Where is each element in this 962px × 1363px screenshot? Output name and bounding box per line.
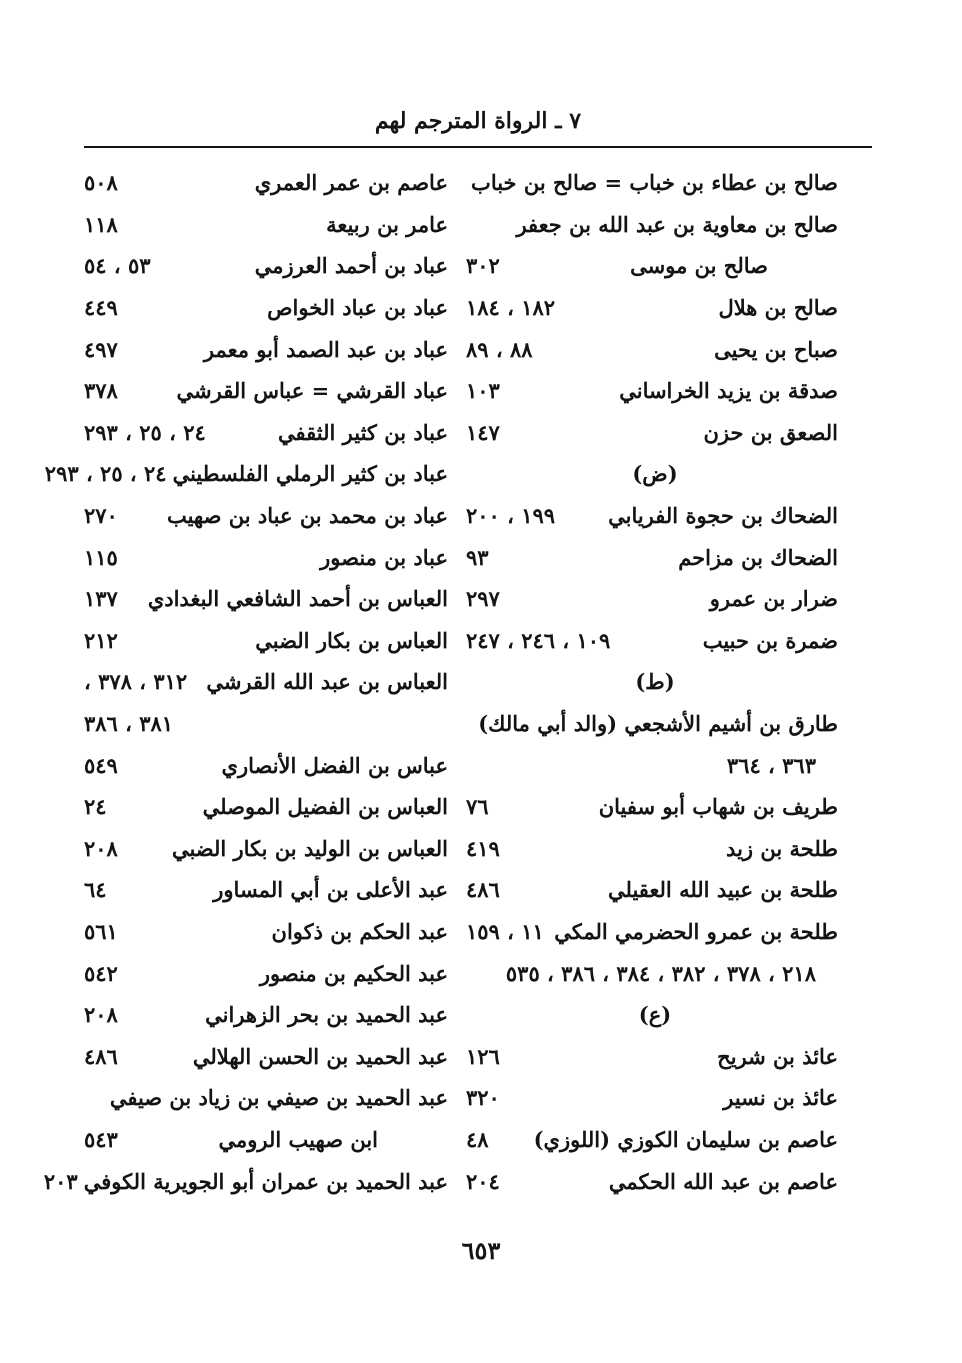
entry-name: طارق بن أشيم الأشجعي (والد أبي مالك) [478,711,838,737]
index-entry [84,287,448,329]
entry-name: صالح بن موسى [630,253,768,279]
entry-pages: ٢٠٤ [466,1168,500,1194]
index-entry [43,1160,448,1202]
index-entry [84,994,448,1036]
index-column-right [466,162,838,1202]
entry-pages: ٥٤٣ [84,1126,118,1152]
entry-pages: ٣٨١ ، ٣٨٦ [84,711,174,737]
index-entry [466,744,838,786]
entry-name: عبد الحكم بن ذكوان [271,918,448,944]
entry-pages: ١٣٧ [84,586,118,612]
entry-name: عباد بن عبد الصمد أبو معمر [203,336,448,362]
index-entry [466,204,838,246]
section-letter: (ض) [632,461,678,487]
entry-name: صباح بن يحيى [714,336,838,362]
entry-name: العباس بن الوليد بن بكار الضبي [171,835,448,861]
entry-name: عبد الحميد بن صيفي بن زياد بن صيفي [109,1085,448,1111]
index-entry [84,1077,448,1119]
index-entry [466,661,838,703]
entry-name: ابن صهيب الرومي [218,1126,378,1152]
entry-pages: ٨٨ ، ٨٩ [466,336,533,362]
entry-name: عباد القرشي = عباس القرشي [176,378,448,404]
entry-pages: ١٠٣ [466,378,500,404]
entry-pages: ٢٠٨ [84,1002,118,1028]
entry-name: عاصم بن عبد الله الحكمي [608,1168,838,1194]
index-entry [466,328,838,370]
entry-name: عباد بن كثير الثقفي [278,419,448,445]
entry-pages: ٢٤ [84,794,107,820]
entry-name: عباد بن أحمد العرزمي [254,253,448,279]
index-entry [466,994,838,1036]
index-entry [84,828,448,870]
entry-name: عاصم بن عمر العمري [254,170,448,196]
page-number: ٦٥٣ [461,1236,501,1265]
entry-pages: ٢٠٨ [84,835,118,861]
entry-name: صالح بن معاوية بن عبد الله بن جعفر [516,211,838,237]
entry-name: ضرار بن عمرو [709,586,838,612]
entry-pages: ٤١٩ [466,835,500,861]
entry-name: عبد الحميد بن الحسن الهلالي [192,1043,448,1069]
entry-name: ٣٦٣ ، ٣٦٤ [726,752,816,778]
index-entry [466,869,838,911]
index-entry [466,245,838,287]
entry-pages: ١٠٩ ، ٢٤٦ ، ٢٤٧ [466,627,611,653]
index-entry [44,453,448,495]
entry-name: عباد بن منصور [320,544,448,570]
entry-name: عبد الحكيم بن منصور [259,960,448,986]
entry-name: ضمرة بن حبيب [702,627,838,653]
entry-name: طلحة بن عبيد الله العقيلي [607,877,838,903]
entry-pages: ٢٤ ، ٢٥ ، ٢٩٣ [84,419,206,445]
entry-pages: ٢٠٣ [43,1168,78,1194]
index-entry [84,370,448,412]
index-entry [466,952,838,994]
entry-pages: ٣٠٢ [466,253,500,279]
index-entry [84,495,448,537]
index-entry [466,1077,838,1119]
index-entry [466,495,838,537]
entry-pages: ٢١٢ [84,627,118,653]
entry-pages: ١٢٦ [466,1043,500,1069]
index-entry [84,204,448,246]
index-entry [466,578,838,620]
index-entry [466,828,838,870]
entry-pages: ٣١٢ ، ٣٧٨ ، [84,669,188,695]
index-entry [466,703,838,745]
section-letter: (ع) [638,1002,672,1028]
index-entry [84,162,448,204]
index-entry [84,703,448,745]
entry-pages: ٩٣ [466,544,489,570]
entry-name: الضحاك بن مزاحم [678,544,838,570]
entry-pages: ٣٧٨ [84,378,118,404]
entry-pages: ١١٨ [84,211,118,237]
section-letter: (ط) [635,669,675,695]
entry-name: العباس بن بكار الضبي [255,627,448,653]
entry-name: طلحة بن زيد [726,835,838,861]
index-entry [466,536,838,578]
entry-pages: ٥٤٢ [84,960,118,986]
index-entry [84,661,448,703]
index-entry [466,453,838,495]
index-entry [84,328,448,370]
entry-name: العباس بن أحمد الشافعي البغدادي [147,586,448,612]
entry-pages: ١٨٢ ، ١٨٤ [466,295,556,321]
index-entry [84,412,448,454]
entry-name: عاصم بن سليمان الكوزي (اللوزي) [533,1126,838,1152]
entry-pages: ٤٨ [466,1126,489,1152]
index-entry [466,370,838,412]
entry-pages: ٥٣ ، ٥٤ [84,253,151,279]
index-entry [466,1160,838,1202]
entry-pages: ٥٠٨ [84,170,118,196]
entry-pages: ٢٧٠ [84,503,118,529]
entry-name: العباس بن عبد الله القرشي [206,669,448,695]
entry-pages: ٧٦ [466,794,489,820]
index-column-left [43,162,448,1202]
entry-name: عائذ بن شريح [717,1043,838,1069]
entry-pages: ١٤٧ [466,419,500,445]
index-entry [84,578,448,620]
entry-pages: ٤٨٦ [84,1043,118,1069]
index-entry [84,245,448,287]
entry-name: الضحاك بن حجوة الفريابي [608,503,838,529]
entry-pages: ١١٥ [84,544,118,570]
index-entry [84,952,448,994]
entry-pages: ١٩٩ ، ٢٠٠ [466,503,556,529]
index-entry [466,1035,838,1077]
index-entry [84,744,448,786]
index-entry [84,869,448,911]
entry-name: العباس بن الفضيل الموصلي [202,794,448,820]
running-header: ٧ ـ الرواة المترجم لهم [374,108,582,134]
entry-name: صدقة بن يزيد الخراساني [619,378,838,404]
index-entry [466,162,838,204]
entry-name: عبد الحميد بن بحر الزهراني [205,1002,448,1028]
entry-name: عامر بن ربيعة [326,211,448,237]
entry-pages: ٢٩٧ [466,586,500,612]
entry-name: عائذ بن نسير [723,1085,838,1111]
index-entry [84,536,448,578]
index-entry [466,412,838,454]
header-rule [84,146,872,148]
entry-name: الصعق بن حزن [703,419,838,445]
entry-name: صالح بن هلال [718,295,838,321]
entry-name: عبد الحميد بن عمران أبو الجويرية الكوفي [83,1168,448,1194]
index-entry [84,1035,448,1077]
index-entry [466,911,838,953]
entry-pages: ٦٤ [84,877,107,903]
entry-name: عبد الأعلى بن أبي المساور [213,877,448,903]
entry-pages: ٢٤ ، ٢٥ ، ٢٩٣ [44,461,167,487]
index-entry [466,287,838,329]
entry-name: طلحة بن عمرو الحضرمي المكي [554,918,838,944]
entry-name: عباد بن محمد بن عباد بن صهيب [166,503,448,529]
entry-pages: ١١ ، ١٥٩ [466,918,544,944]
index-entry [84,620,448,662]
index-entry [466,786,838,828]
entry-pages: ٤٤٩ [84,295,118,321]
index-entry [84,1119,448,1161]
index-entry [84,911,448,953]
index-entry [466,1119,838,1161]
entry-name: ٢١٨ ، ٣٧٨ ، ٣٨٢ ، ٣٨٤ ، ٣٨٦ ، ٥٣٥ [505,960,816,986]
entry-pages: ٥٤٩ [84,752,118,778]
entry-name: عباد بن عباد الخواص [267,295,448,321]
entry-name: عباد بن كثير الرملي الفلسطيني [172,461,448,487]
entry-name: صالح بن عطاء بن خباب = صالح بن خباب [471,170,838,196]
entry-pages: ٣٢٠ [466,1085,500,1111]
index-entry [466,620,838,662]
entry-pages: ٤٨٦ [466,877,500,903]
entry-name: طريف بن شهاب أبو سفيان [598,794,838,820]
entry-pages: ٥٦١ [84,918,118,944]
entry-name: عباس بن الفضل الأنصاري [221,752,448,778]
entry-pages: ٤٩٧ [84,336,118,362]
index-entry [84,786,448,828]
